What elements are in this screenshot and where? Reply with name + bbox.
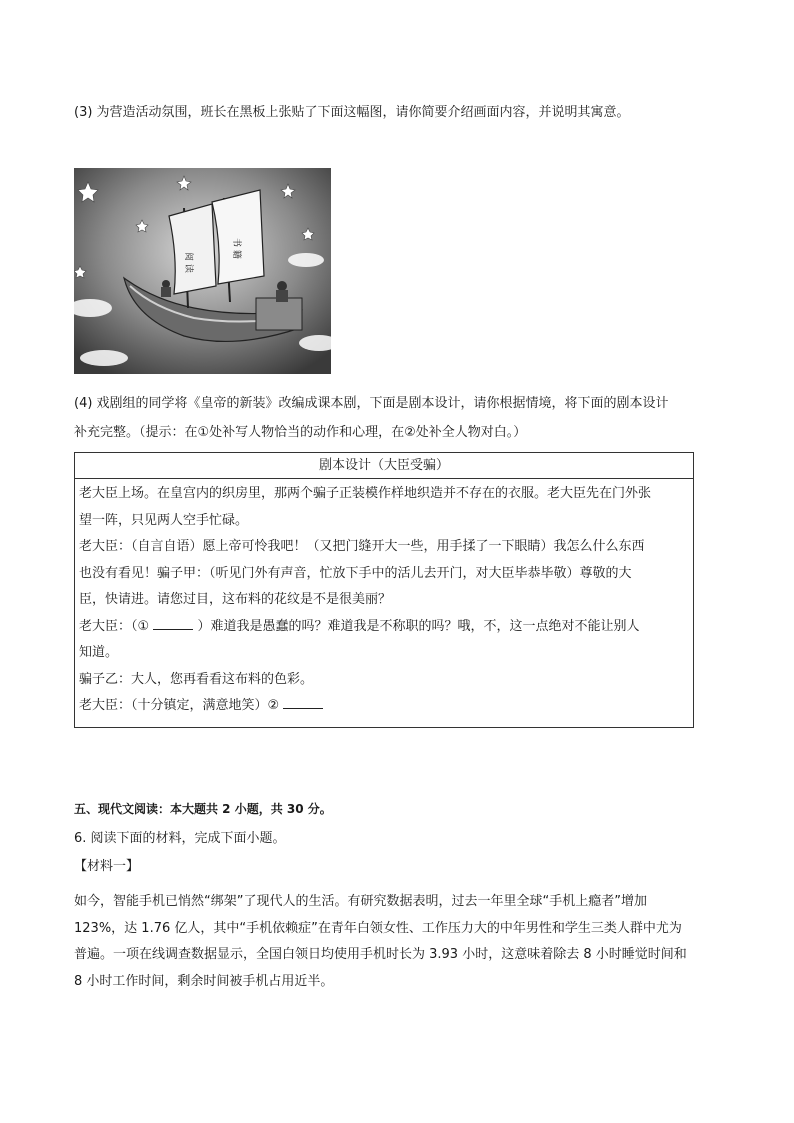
- blank-1-suffix: ）难道我是愚蠢的吗？难道我是不称职的吗？哦，不，这一点绝对不能让别人: [197, 618, 640, 634]
- table-body: [75, 479, 693, 720]
- material-paragraph: [74, 889, 722, 995]
- reading-ship-illustration: [74, 168, 331, 374]
- question-3-text: (3) 为营造活动氛围，班长在黑板上张贴了下面这幅图，请你简要介绍画面内容，并说明其寓意。: [74, 105, 630, 120]
- sail-left-text: 阅 读: [183, 252, 193, 273]
- blank-1-prefix: 老大臣：（①: [79, 618, 150, 634]
- script-line: 老大臣上场。在皇宫内的织房里，那两个骗子正装模作样地织造并不存在的衣服。老大臣先在门外张: [79, 486, 652, 501]
- question-4-line-2: 补充完整。（提示：在①处补写人物恰当的动作和心理，在②处补全人物对白。）: [74, 425, 527, 440]
- table-title: 剧本设计（大臣受骗）: [75, 453, 693, 479]
- material-line: 123%，达 1.76 亿人，其中“手机依赖症”在青年白领女性、工作压力大的中年男性和学生三类人群中尤为: [74, 920, 682, 936]
- script-design-table: [74, 452, 694, 728]
- answer-blank-2[interactable]: [283, 696, 323, 709]
- answer-blank-1[interactable]: [153, 617, 193, 630]
- material-line: 8 小时工作时间，剩余时间被手机占用近半。: [74, 973, 334, 989]
- sail-right-text: 书 籍: [231, 238, 241, 259]
- script-line: 知道。: [79, 645, 119, 660]
- material-line: 如今，智能手机已悄然“绑架”了现代人的生活。有研究数据表明，过去一年里全球“手机上瘾者”增加: [74, 894, 647, 909]
- blank-2-prefix: 老大臣：（十分镇定，满意地笑）②: [79, 698, 280, 713]
- script-line: 望一阵，只见两人空手忙碌。: [79, 512, 249, 528]
- script-line: 臣，快请进。请您过目，这布料的花纹是不是很美丽？: [79, 592, 392, 607]
- script-line: 骗子乙：大人，您再看看这布料的色彩。: [79, 671, 314, 687]
- material-line: 普遍。一项在线调查数据显示，全国白领日均使用手机时长为 3.93 小时，这意味着除去 8 小时睡觉时间和: [74, 947, 687, 962]
- script-line-blank-2: [79, 693, 689, 720]
- script-line: 老大臣：（自言自语）愿上帝可怜我吧！（又把门缝开大一些，用手揉了一下眼睛）我怎么什么东西: [79, 539, 645, 554]
- script-line: 也没有看见！骗子甲：（听见门外有声音，忙放下手中的活儿去开门，对大臣毕恭毕敬）尊敬的大: [79, 565, 632, 581]
- question-6-text: 6. 阅读下面的材料，完成下面小题。: [74, 831, 286, 846]
- question-4-line-1: (4) 戏剧组的同学将《皇帝的新装》改编成课本剧，下面是剧本设计，请你根据情境，将下面的剧本设计: [74, 396, 669, 411]
- script-line-blank-1: [79, 614, 689, 641]
- material-label: 【材料一】: [74, 859, 140, 874]
- section-header: 五、现代文阅读：本大题共 2 小题，共 30 分。: [74, 802, 332, 816]
